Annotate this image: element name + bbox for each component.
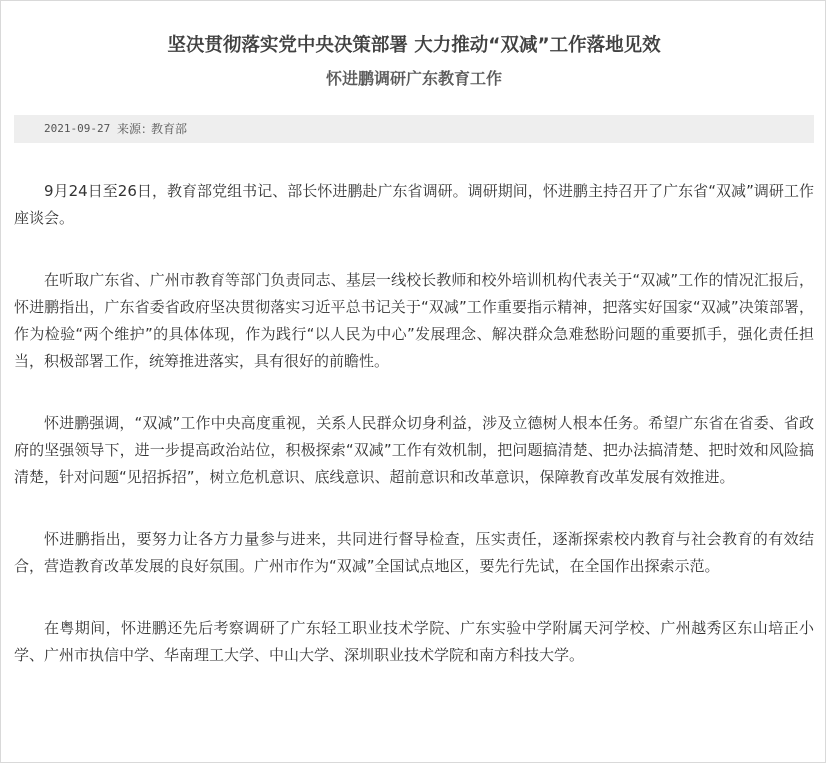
paragraph-2: 在听取广东省、广州市教育等部门负责同志、基层一线校长教师和校外培训机构代表关于“双减”工作的情况汇报后，怀进鹏指出，广东省委省政府坚决贯彻落实习近平总书记关于“双减”工作重要指示精神，把落实好国家“双减”决策部署，作为检验“两个维护”的具体体现，作为践行“以人民为中心”发展理念、解决群众急难愁盼问题的重要抓手，强化责任担当，积极部署工作，统筹推进落实，具有很好的前瞻性。: [14, 271, 814, 370]
page-subtitle: 怀进鹏调研广东教育工作: [325, 69, 502, 88]
page-title: 坚决贯彻落实党中央决策部署 大力推动“双减”工作落地见效: [167, 35, 661, 56]
source-value: 教育部: [151, 122, 188, 136]
paragraph-5: 在粤期间，怀进鹏还先后考察调研了广东轻工职业技术学院、广东实验中学附属天河学校、广州越秀区东山培正小学、广州市执信中学、华南理工大学、中山大学、深圳职业技术学院和南方科技大学。: [14, 619, 814, 664]
paragraph-3: 怀进鹏强调，“双减”工作中央高度重视，关系人民群众切身利益，涉及立德树人根本任务。希望广东省在省委、省政府的坚强领导下，进一步提高政治站位，积极探索“双减”工作有效机制，把问题搞清楚、把办法搞清楚、把时效和风险搞清楚，针对问题“见招拆招”，树立危机意识、底线意识、超前意识和改革意识，保障教育改革发展有效推进。: [14, 414, 814, 486]
publish-date: 2021-09-27: [44, 122, 111, 135]
article-body: [14, 178, 814, 704]
article-meta-bar: [14, 115, 814, 143]
source-label: 来源：: [117, 122, 154, 136]
paragraph-4: 怀进鹏指出，要努力让各方力量参与进来，共同进行督导检查，压实责任，逐渐探索校内教育与社会教育的有效结合，营造教育改革发展的良好氛围。广州市作为“双减”全国试点地区，要先行先试，在全国作出探索示范。: [14, 530, 814, 575]
paragraph-1: 9月24日至26日，教育部党组书记、部长怀进鹏赴广东省调研。调研期间，怀进鹏主持召开了广东省“双减”调研工作座谈会。: [14, 182, 814, 227]
